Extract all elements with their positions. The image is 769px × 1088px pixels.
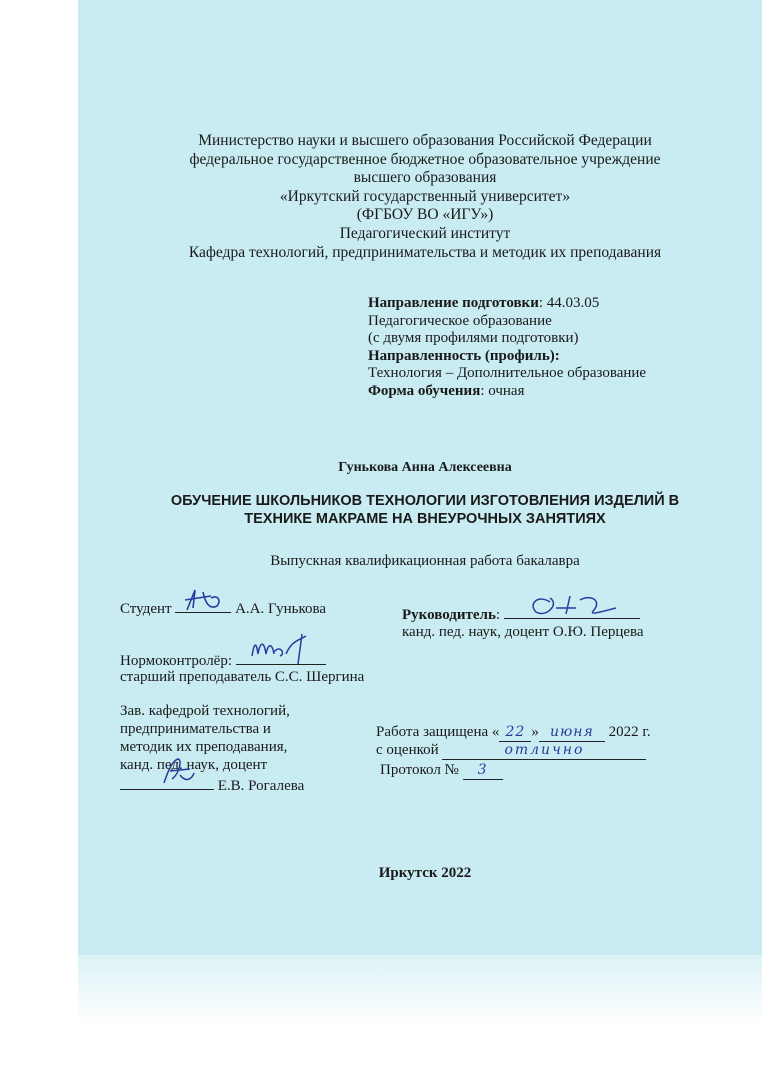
author-name: Гунькова Анна Алексеевна xyxy=(338,460,512,475)
grade-value: отлично xyxy=(504,742,585,758)
supervisor-signature xyxy=(520,588,630,620)
direction-value: : 44.03.05 xyxy=(538,295,600,311)
form-label: Форма обучения xyxy=(368,382,481,399)
head-line-3: методик их преподавания, xyxy=(120,739,288,755)
title-line2: ТЕХНИКЕ МАКРАМЕ НА ВНЕУРОЧНЫХ ЗАНЯТИЯХ xyxy=(244,511,606,527)
city-year: Иркутск 2022 xyxy=(378,865,472,881)
head-signature xyxy=(150,753,200,791)
normcontrol-details: старший преподаватель С.С. Шергина xyxy=(120,669,365,685)
student-label: Студент xyxy=(120,601,172,617)
header-institute: Педагогический институт xyxy=(339,224,511,242)
student-signature xyxy=(181,586,225,616)
header-education-level: высшего образования xyxy=(353,169,497,187)
title-line1: ОБУЧЕНИЕ ШКОЛЬНИКОВ ТЕХНОЛОГИИ ИЗГОТОВЛЕНИЯ ИЗДЕЛИЙ В xyxy=(170,493,680,509)
head-signature-blank xyxy=(120,775,214,790)
student-name: А.А. Гунькова xyxy=(235,601,327,617)
normcontrol-signature-line xyxy=(236,650,326,665)
header-ministry: Министерство науки и высшего образования Российской Федерации xyxy=(198,132,652,149)
direction-line2: Педагогическое образование xyxy=(368,312,552,329)
head-name: Е.В. Рогалева xyxy=(217,778,305,794)
defense-year: 2022 г. xyxy=(608,724,651,740)
header-abbrev: (ФГБОУ ВО «ИГУ») xyxy=(356,206,494,224)
grade-line xyxy=(376,742,646,760)
head-line-4: канд. пед. наук, доцент xyxy=(120,757,268,773)
student-line xyxy=(120,598,326,618)
thesis-title xyxy=(120,492,730,528)
sheet-bottom-fade xyxy=(78,955,762,1025)
direction-label: Направление подготовки xyxy=(368,295,539,311)
profile-value: Технология – Дополнительное образование xyxy=(368,365,647,382)
supervisor-colon: : xyxy=(495,607,501,623)
header-university: «Иркутский государственный университет» xyxy=(279,187,571,205)
profile-label: Направленность (профиль) xyxy=(368,347,555,364)
supervisor-label: Руководитель xyxy=(402,607,496,623)
header-institution-type: федеральное государственное бюджетное образовательное учреждение xyxy=(189,150,661,168)
head-line-2: предпринимательства и xyxy=(120,721,271,737)
student-signature-line xyxy=(175,598,231,613)
direction-line3: (с двумя профилями подготовки) xyxy=(368,330,579,347)
institution-header xyxy=(120,132,730,262)
protocol-label: Протокол № xyxy=(380,762,459,778)
normcontrol-signature xyxy=(246,630,326,666)
grade-label: с оценкой xyxy=(376,742,439,758)
supervisor-line xyxy=(402,604,640,624)
header-department: Кафедра технологий, предпринимательства и методик их преподавания xyxy=(188,243,662,261)
head-line-1: Зав. кафедрой технологий, xyxy=(120,703,290,719)
defense-day: 22 xyxy=(505,724,526,740)
normcontrol-label: Нормоконтролёр: xyxy=(120,653,233,669)
supervisor-signature-line xyxy=(504,604,640,619)
form-value: : очная xyxy=(480,382,525,399)
protocol-line xyxy=(380,762,503,780)
thesis-type: Выпускная квалификационная работа бакалавра xyxy=(270,553,580,569)
normcontrol-line xyxy=(120,650,326,670)
defense-month: июня xyxy=(549,724,594,740)
supervisor-details: канд. пед. наук, доцент О.Ю. Перцева xyxy=(402,624,644,640)
defense-mid: » xyxy=(531,724,539,740)
head-signature-line xyxy=(120,775,304,795)
program-info xyxy=(368,295,646,401)
profile-colon: : xyxy=(554,347,560,364)
defense-prefix: Работа защищена « xyxy=(376,724,500,740)
protocol-number: 3 xyxy=(477,762,488,778)
defense-line xyxy=(376,724,651,742)
